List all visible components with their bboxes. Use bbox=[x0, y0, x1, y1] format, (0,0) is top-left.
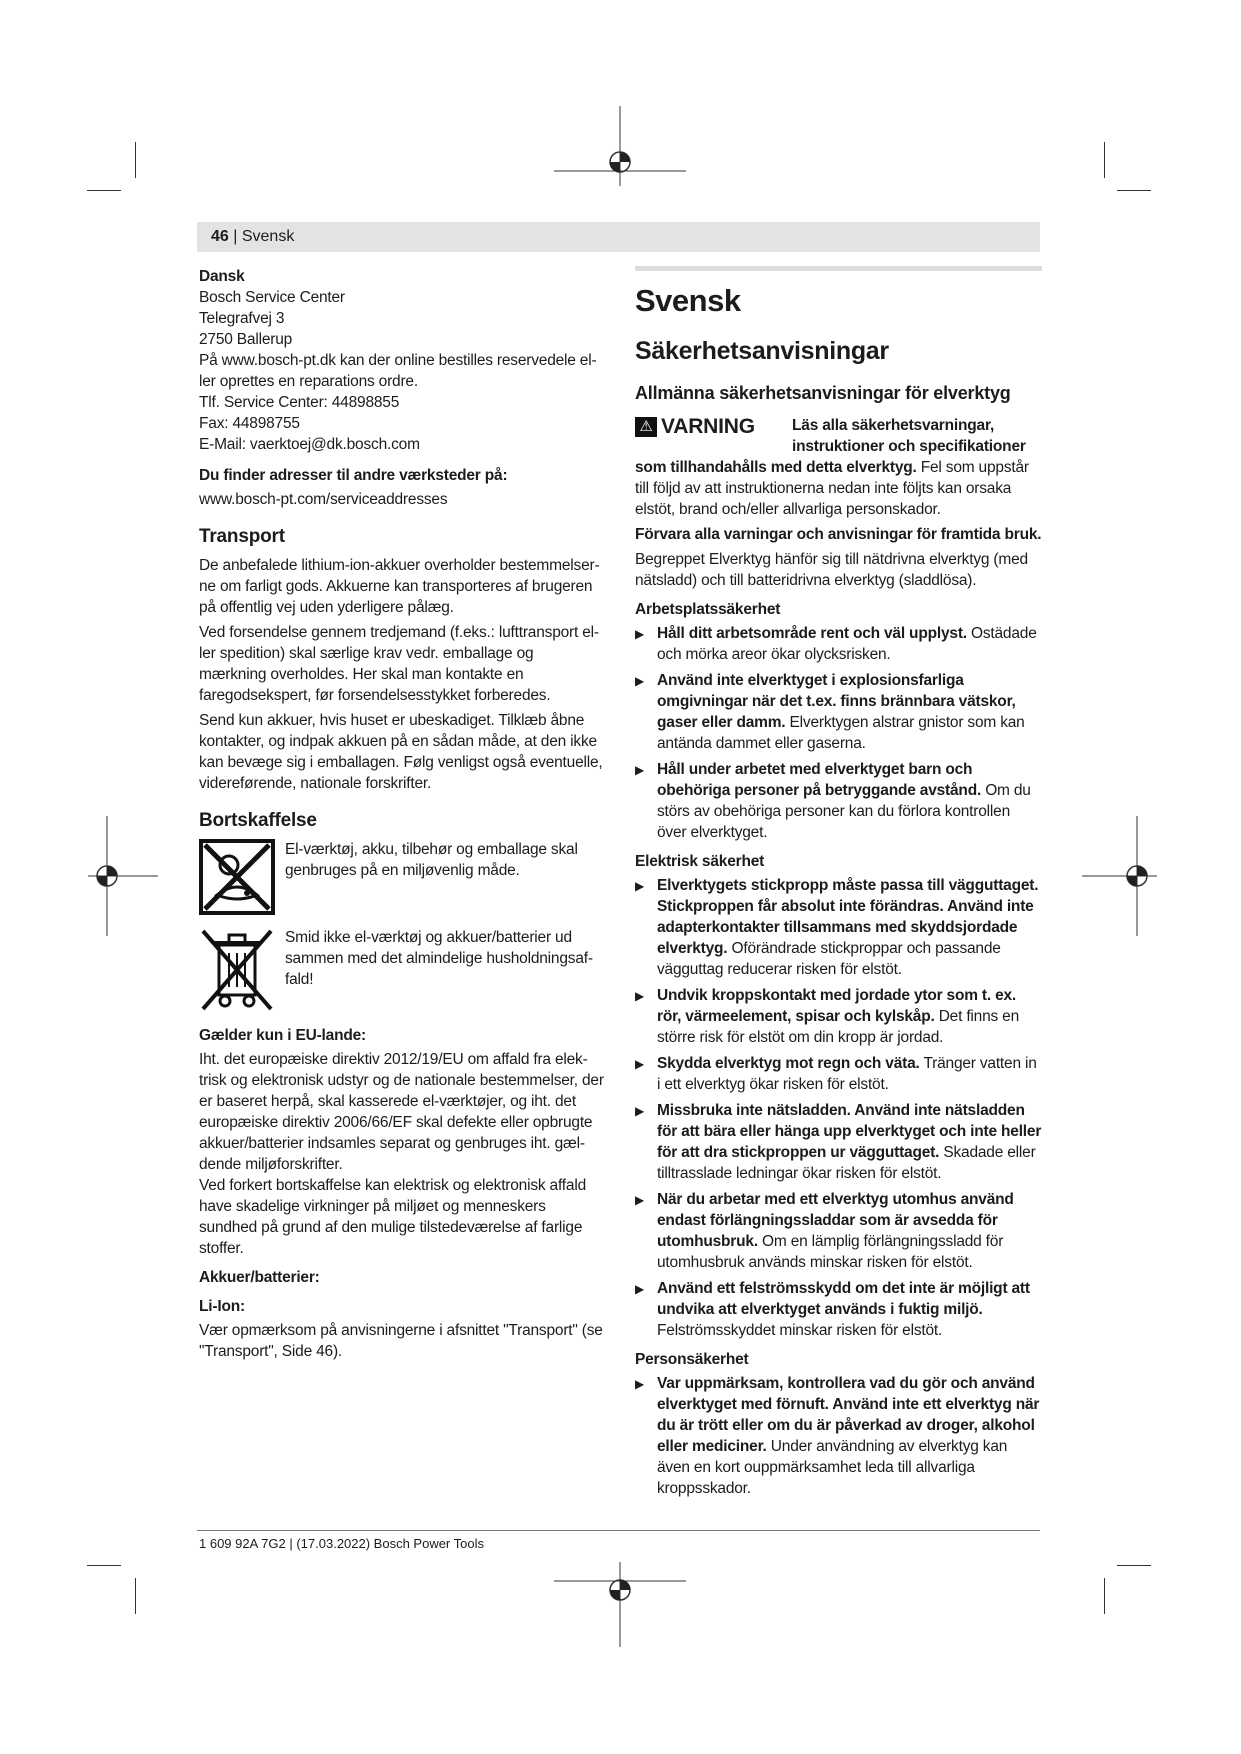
warning-text: Fel som uppstår till följd av att instruktionerna nedan inte följts kan orsaka elstöt, brand och/eller allvarliga personskador. bbox=[635, 459, 1029, 518]
warning-badge bbox=[635, 415, 792, 439]
dansk-line: Tlf. Service Center: 44898855 bbox=[199, 394, 400, 411]
dansk-line: Bosch Service Center bbox=[199, 289, 345, 306]
safety-item-text: Det finns en större risk för elstöt om din kropp är jordad. bbox=[657, 1008, 1020, 1046]
crop-mark bbox=[1117, 1565, 1151, 1566]
crop-mark bbox=[1104, 142, 1105, 178]
section-heading: Elektrisk säkerhet bbox=[635, 853, 765, 870]
safety-item-bold: Använd inte elverktyget i explosionsfarliga omgivningar när det t.ex. finns brännbara vätskor, gaser eller damm. bbox=[657, 672, 1016, 731]
dansk-line: Telegrafvej 3 bbox=[199, 310, 285, 327]
safety-item-bold: Missbruka inte nätsladden. Använd inte nätsladden för att bära eller hänga upp elverktyget och inte heller för att dra stickproppen ur vägguttaget. bbox=[657, 1102, 1042, 1161]
crop-mark bbox=[87, 1565, 121, 1566]
dansk-line: På www.bosch-pt.dk kan der online bestilles reservedele el-ler oprettes en reparations ordre. bbox=[199, 352, 597, 390]
registration-mark-right bbox=[1082, 816, 1157, 936]
dansk-line: 2750 Ballerup bbox=[199, 331, 293, 348]
safety-item-text: Skadade eller tilltrasslade ledningar ökar risken för elstöt. bbox=[657, 1144, 1036, 1182]
safety-item-bold: Håll ditt arbetsområde rent och väl upplyst. bbox=[657, 625, 967, 642]
section-heading: Arbetsplatssäkerhet bbox=[635, 601, 781, 618]
warning-label: VARNING bbox=[661, 415, 755, 438]
left-column bbox=[199, 266, 604, 1366]
safety-item bbox=[635, 1373, 1042, 1499]
eu-heading: Gælder kun i EU-lande: bbox=[199, 1027, 366, 1044]
safety-item-bold: Elverktygets stickpropp måste passa till vägguttaget. Stickproppen får absolut inte förändras. Använd inte adapterkontakter tillsammans med skyddsjordade elverktyg. bbox=[657, 877, 1039, 957]
safety-item-bold: Var uppmärksam, kontrollera vad du gör och använd elverktyget med förnuft. Använd inte ett elverktyg när du är trött eller om du är påverkad av droger, alkohol eller mediciner. bbox=[657, 1375, 1040, 1455]
term-definition: Begreppet Elverktyg hänför sig till nätdrivna elverktyg (med nätsladd) och till batteridrivna elverktyg (sladdlösa). bbox=[635, 551, 1028, 589]
section-rule bbox=[635, 266, 1042, 271]
safety-item bbox=[635, 1100, 1042, 1184]
safety-item-text: Tränger vatten in i ett elverktyg ökar risken för elstöt. bbox=[657, 1055, 1037, 1093]
recycle-icon bbox=[199, 839, 275, 915]
eu-paragraph: Iht. det europæiske direktiv 2012/19/EU om affald fra elek-trisk og elektronisk udstyr og de nationale bestemmelser, der er baseret herpå, skal kasserede el-værktøjer, og iht. det europæiske direktiv 2006/66/EF skal defekte eller opbrugte akkuer/batterier indsamles separat og genbruges iht. gæl-dende miljøforskrifter. bbox=[199, 1051, 604, 1173]
page-footer: 1 609 92A 7G2 | (17.03.2022) Bosch Power Tools bbox=[199, 1536, 484, 1551]
bin-text: Smid ikke el-værktøj og akkuer/batterier ud sammen med det almindelige husholdningsaf-fald! bbox=[285, 929, 593, 988]
recycle-row bbox=[199, 839, 604, 915]
header-separator: | bbox=[233, 228, 238, 245]
safety-item-bold: Skydda elverktyg mot regn och väta. bbox=[657, 1055, 920, 1072]
safety-item-text: Under användning av elverktyg kan även en kort ouppmärksamhet leda till allvarliga kroppsskador. bbox=[657, 1438, 1008, 1497]
crop-mark bbox=[135, 142, 136, 178]
safety-item-text: Felströmsskyddet minskar risken för elstöt. bbox=[657, 1322, 943, 1339]
liion-text: Vær opmærksom på anvisningerne i afsnittet "Transport" (se "Transport", Side 46). bbox=[199, 1322, 603, 1360]
registration-mark-left bbox=[88, 816, 158, 936]
safety-item bbox=[635, 1189, 1042, 1273]
page-header bbox=[197, 222, 1040, 252]
right-column bbox=[635, 266, 1042, 1504]
safety-item-text: Om du störs av obehöriga personer kan du förlora kontrollen över elverktyget. bbox=[657, 782, 1031, 841]
safety-item-text: Elverktygen alstrar gnistor som kan antända dammet eller gaserna. bbox=[657, 714, 1025, 752]
warning-triangle-icon: ⚠ bbox=[635, 417, 657, 437]
general-safety-title: Allmänna säkerhetsanvisningar för elverktyg bbox=[635, 383, 1011, 403]
transport-heading: Transport bbox=[199, 526, 285, 547]
page-number: 46 bbox=[211, 228, 229, 245]
section-heading: Personsäkerhet bbox=[635, 1351, 749, 1368]
safety-item-bold: När du arbetar med ett elverktyg utomhus använd endast förlängningssladdar som är avsedda för utomhusbruk. bbox=[657, 1191, 1014, 1250]
keep-instructions: Förvara alla varningar och anvisningar för framtida bruk. bbox=[635, 526, 1042, 543]
dansk-more-url: www.bosch-pt.com/serviceaddresses bbox=[199, 491, 448, 508]
crop-mark bbox=[1104, 1578, 1105, 1614]
safety-item-text: Om en lämplig förlängningssladd för utomhusbruk används minskar risken för elstöt. bbox=[657, 1233, 1004, 1271]
registration-mark-bottom bbox=[554, 1562, 686, 1647]
transport-paragraph: Ved forsendelse gennem tredjemand (f.eks.: lufttransport el-ler spedition) skal særlige krav vedr. emballage og mærkning overholdes. Her skal man kontakte en faregodsekspert, før forsendelsesstykket forberedes. bbox=[199, 624, 599, 704]
safety-item bbox=[635, 670, 1042, 754]
liion-heading: Li-Ion: bbox=[199, 1298, 245, 1315]
language-title: Svensk bbox=[635, 283, 741, 318]
safety-item bbox=[635, 985, 1042, 1048]
warning-bold-right: Läs alla säkerhetsvarningar, instruktioner och specifikationer bbox=[792, 417, 1026, 455]
crossed-bin-icon bbox=[199, 927, 275, 1013]
safety-item-text: Ostädade och mörka areor ökar olycksrisken. bbox=[657, 625, 1037, 663]
safety-item bbox=[635, 1278, 1042, 1341]
dansk-more-heading: Du finder adresser til andre værksteder på: bbox=[199, 467, 508, 484]
dansk-line: E-Mail: vaerktoej@dk.bosch.com bbox=[199, 436, 420, 453]
header-section: Svensk bbox=[241, 228, 295, 245]
safety-item bbox=[635, 623, 1042, 665]
transport-paragraph: De anbefalede lithium-ion-akkuer overholder bestemmelser-ne om farligt gods. Akkuerne kan transporteres af brugeren på offentlig vej uden yderligere pålæg. bbox=[199, 557, 600, 616]
safety-item-bold: Håll under arbetet med elverktyget barn och obehöriga personer på betryggande avstånd. bbox=[657, 761, 982, 799]
bin-row bbox=[199, 927, 604, 1013]
dansk-title: Dansk bbox=[199, 268, 245, 285]
safety-item-text: Oförändrade stickproppar och passande vägguttag reducerar risken för elstöt. bbox=[657, 940, 1001, 978]
safety-item-bold: Undvik kroppskontakt med jordade ytor som t. ex. rör, värmeelement, spisar och kylskåp. bbox=[657, 987, 1017, 1025]
dansk-block bbox=[199, 266, 604, 510]
crop-mark bbox=[87, 190, 121, 191]
safety-item bbox=[635, 875, 1042, 980]
transport-paragraph: Send kun akkuer, hvis huset er ubeskadiget. Tilklæb åbne kontakter, og indpak akkuen på en sådan måde, at den ikke kan bevæge sig i emballagen. Følg venligst også eventuelle, videreførende, nationale forskrifter. bbox=[199, 712, 603, 792]
warning-bold-cont: som tillhandahålls med detta elverktyg. bbox=[635, 459, 917, 476]
crop-mark bbox=[1117, 190, 1151, 191]
safety-title: Säkerhetsanvisningar bbox=[635, 337, 889, 365]
registration-mark-top bbox=[554, 106, 686, 216]
bortskaffelse-heading: Bortskaffelse bbox=[199, 810, 317, 831]
warning-block bbox=[635, 415, 1042, 457]
crop-mark bbox=[135, 1578, 136, 1614]
footer-rule bbox=[197, 1530, 1040, 1531]
safety-item-bold: Använd ett felströmsskydd om det inte är möjligt att undvika att elverktyget används i fuktig miljö. bbox=[657, 1280, 1030, 1318]
safety-item bbox=[635, 759, 1042, 843]
eu-paragraph: Ved forkert bortskaffelse kan elektrisk og elektronisk affald have skadelige virkninger på miljøet og menneskers sundhed på grund af den mulige tilstedeværelse af farlige stoffer. bbox=[199, 1177, 586, 1257]
akku-heading: Akkuer/batterier: bbox=[199, 1269, 320, 1286]
safety-item bbox=[635, 1053, 1042, 1095]
recycle-text: El-værktøj, akku, tilbehør og emballage skal genbruges på en miljøvenlig måde. bbox=[285, 841, 578, 879]
dansk-line: Fax: 44898755 bbox=[199, 415, 300, 432]
